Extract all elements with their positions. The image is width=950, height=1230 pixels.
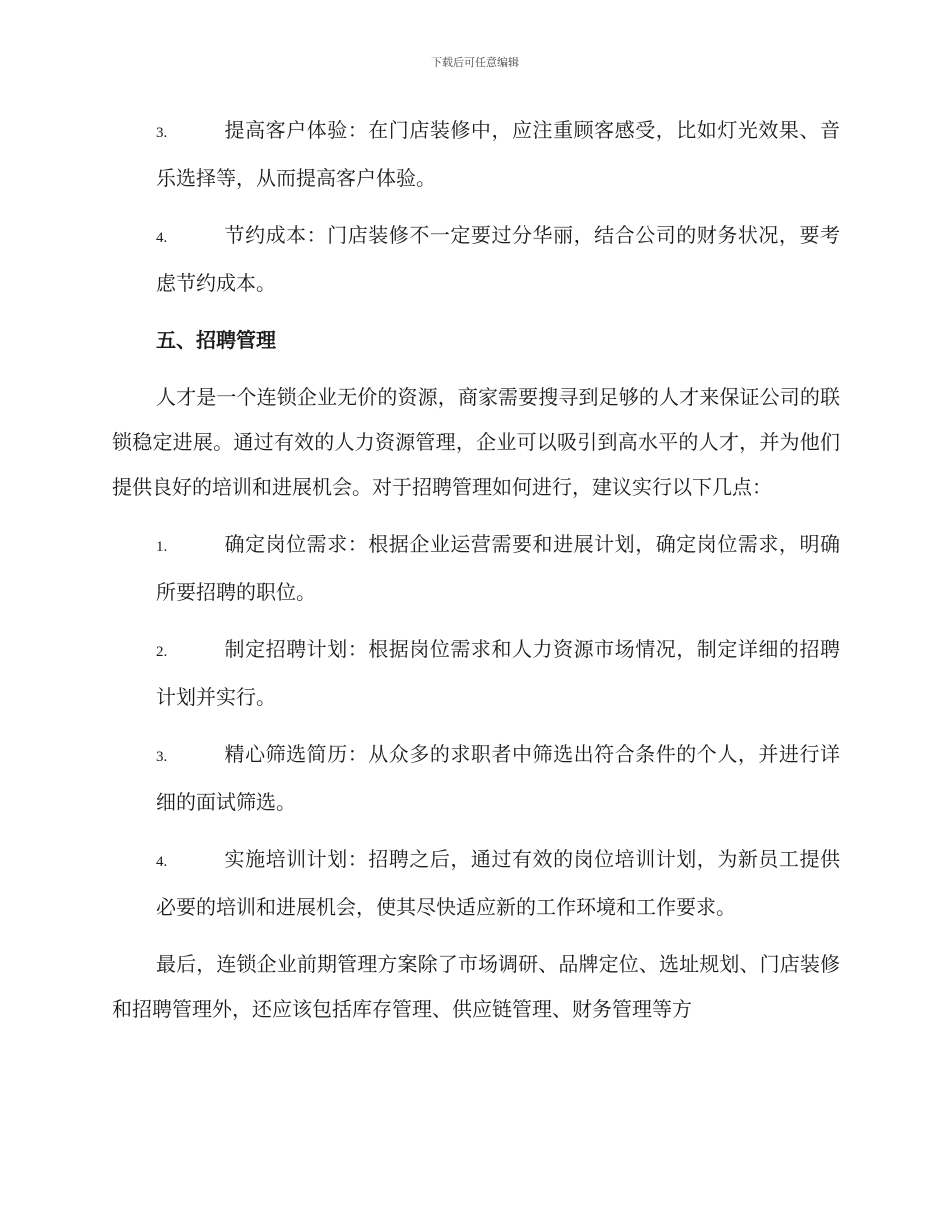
list-text: 确定岗位需求：根据企业运营需要和进展计划，确定岗位需求，明确所要招聘的职位。	[156, 532, 840, 604]
list-number: 4.	[156, 230, 168, 246]
list-text: 节约成本：门店装修不一定要过分华丽，结合公司的财务状况，要考虑节约成本。	[156, 223, 840, 295]
list-text: 提高客户体验：在门店装修中，应注重顾客感受，比如灯光效果、音乐选择等，从而提高客户体验。	[156, 118, 840, 190]
document-body	[112, 108, 840, 1032]
list-item-recruit-2	[112, 627, 840, 720]
page-header: 下载后可任意编辑	[431, 56, 519, 69]
list-item-recruit-4	[112, 837, 840, 930]
list-number: 1.	[156, 539, 168, 555]
list-text: 制定招聘计划：根据岗位需求和人力资源市场情况，制定详细的招聘计划并实行。	[156, 637, 840, 709]
list-number: 3.	[156, 749, 168, 765]
list-text: 实施培训计划：招聘之后，通过有效的岗位培训计划，为新员工提供必要的培训和进展机会，使其尽快适应新的工作环境和工作要求。	[156, 847, 840, 919]
list-number: 2.	[156, 644, 168, 660]
section-heading: 五、招聘管理	[156, 328, 276, 352]
section-intro-paragraph: 人才是一个连锁企业无价的资源，商家需要搜寻到足够的人才来保证公司的联锁稳定进展。通过有效的人力资源管理，企业可以吸引到高水平的人才，并为他们提供良好的培训和进展机会。对于招聘管理如何进行，建议实行以下几点：	[112, 385, 840, 499]
closing-paragraph: 最后，连锁企业前期管理方案除了市场调研、品牌定位、选址规划、门店装修和招聘管理外，还应该包括库存管理、供应链管理、财务管理等方	[112, 952, 840, 1021]
list-item-recruit-1	[112, 522, 840, 615]
list-number: 3.	[156, 125, 168, 141]
list-text: 精心筛选简历：从众多的求职者中筛选出符合条件的个人，并进行详细的面试筛选。	[156, 742, 840, 814]
list-number: 4.	[156, 854, 168, 870]
list-item-top-4	[112, 213, 840, 306]
list-item-recruit-3	[112, 732, 840, 825]
list-item-top-3	[112, 108, 840, 201]
